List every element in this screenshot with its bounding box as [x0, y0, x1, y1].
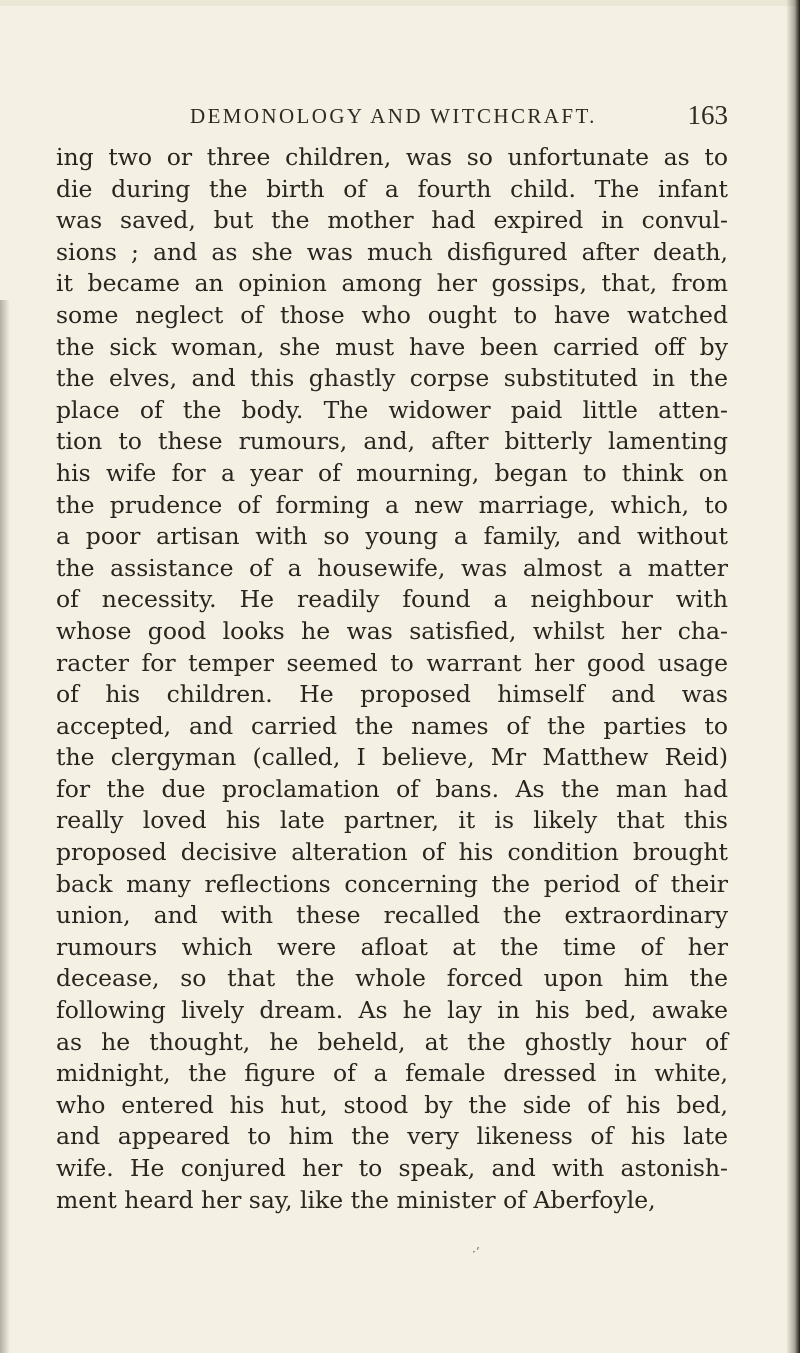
- text-line: for the due proclamation of bans. As the man had: [56, 774, 728, 803]
- text-line: back many reflections concerning the period of their: [56, 869, 728, 898]
- text-line: ing two or three children, was so unfortunate as to: [56, 143, 728, 171]
- text-line: of necessity. He readily found a neighbour with: [56, 585, 728, 614]
- text-line: accepted, and carried the names of the parties to: [56, 711, 728, 740]
- book-spine-shadow: [786, 0, 800, 1353]
- page-number: 163: [687, 100, 728, 130]
- text-line: following lively dream. As he lay in his bed, awake: [56, 996, 728, 1025]
- text-line: the prudence of forming a new marriage, which, to: [56, 490, 728, 519]
- text-line: die during the birth of a fourth child. The infant: [56, 174, 728, 203]
- text-line: the elves, and this ghastly corpse substituted in the: [56, 364, 728, 393]
- ink-speck: ·’: [472, 1245, 480, 1259]
- text-line: the clergyman (called, I believe, Mr Matthew Reid): [56, 743, 728, 772]
- text-line: as he thought, he beheld, at the ghostly hour of: [56, 1027, 728, 1056]
- text-line: the sick woman, she must have been carried off by: [56, 332, 728, 361]
- text-line: was saved, but the mother had expired in convul-: [56, 206, 728, 235]
- text-line: whose good looks he was satisfied, whilst her cha-: [56, 616, 728, 645]
- text-line: sions ; and as she was much disfigured after death,: [56, 237, 728, 266]
- page-header: [90, 100, 730, 136]
- text-line: who entered his hut, stood by the side of his bed,: [56, 1090, 728, 1119]
- text-line: the assistance of a housewife, was almost a matter: [56, 553, 728, 582]
- text-line: tion to these rumours, and, after bitterly lamenting: [56, 427, 728, 456]
- text-line: midnight, the figure of a female dressed in white,: [56, 1059, 728, 1088]
- text-line: a poor artisan with so young a family, and without: [56, 522, 728, 551]
- text-line: decease, so that the whole forced upon him the: [56, 964, 728, 993]
- text-line: union, and with these recalled the extraordinary: [56, 901, 728, 930]
- text-line: his wife for a year of mourning, began to think on: [56, 458, 728, 487]
- text-line: place of the body. The widower paid little atten-: [56, 395, 728, 424]
- body-text: [56, 142, 728, 1216]
- text-line: of his children. He proposed himself and was: [56, 680, 728, 709]
- text-line: racter for temper seemed to warrant her good usage: [56, 648, 728, 677]
- text-line: and appeared to him the very likeness of his late: [56, 1122, 728, 1151]
- text-line: proposed decisive alteration of his condition brought: [56, 838, 728, 867]
- running-head: DEMONOLOGY AND WITCHCRAFT.: [190, 104, 597, 128]
- text-line: really loved his late partner, it is likely that this: [56, 806, 728, 835]
- page-left-shadow: [0, 300, 10, 1353]
- text-line: ment heard her say, like the minister of Aberfoyle,: [56, 1185, 656, 1214]
- text-line: wife. He conjured her to speak, and with astonish-: [56, 1154, 728, 1182]
- text-line: some neglect of those who ought to have watched: [56, 300, 728, 329]
- text-line: it became an opinion among her gossips, that, from: [56, 269, 728, 298]
- page-top-edge: [0, 0, 800, 6]
- text-line: rumours which were afloat at the time of her: [56, 932, 728, 961]
